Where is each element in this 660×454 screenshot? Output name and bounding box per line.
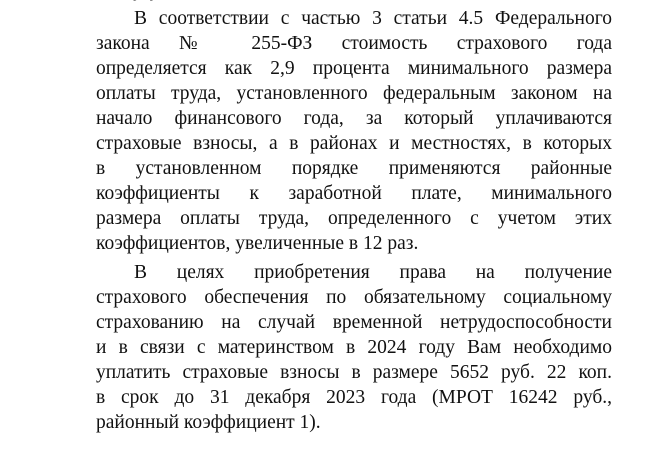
paragraph-line: определяется как 2,9 процента минимального размера <box>96 58 612 79</box>
paragraph-line: страхованию на случай временной нетрудоспособности <box>96 312 612 333</box>
paragraph-line: начало финансового года, за который уплачиваются <box>96 108 612 129</box>
cut-off-text <box>116 0 196 3</box>
paragraph-line: уплатить страховые взносы в размере 5652 руб. 22 коп. <box>96 362 612 383</box>
paragraph-line: размера оплаты труда, определенного с учетом этих <box>96 208 612 229</box>
paragraph-line: страхового обеспечения по обязательному социальному <box>96 287 612 308</box>
paragraph-line: коэффициенты к заработной плате, минимального <box>96 183 612 204</box>
paragraph-line: страховые взносы, а в районах и местностях, в которых <box>96 133 612 154</box>
cut-off-top-line <box>116 0 196 3</box>
paragraph-line: районный коэффициент 1). <box>96 412 321 433</box>
paragraph-line: В соответствии с частью 3 статьи 4.5 Федерального <box>134 8 612 29</box>
paragraph-line: закона № 255-ФЗ стоимость страхового года <box>96 33 612 54</box>
paragraph-line: в установленном порядке применяются районные <box>96 158 612 179</box>
paragraph-line: и в связи с материнством в 2024 году Вам необходимо <box>96 337 612 358</box>
paragraph-line: в срок до 31 декабря 2023 года (МРОТ 16242 руб., <box>96 387 612 408</box>
paragraph-line: оплаты труда, установленного федеральным законом на <box>96 83 612 104</box>
paragraph-line: В целях приобретения права на получение <box>134 262 612 283</box>
paragraph-line: коэффициентов, увеличенные в 12 раз. <box>96 233 419 254</box>
